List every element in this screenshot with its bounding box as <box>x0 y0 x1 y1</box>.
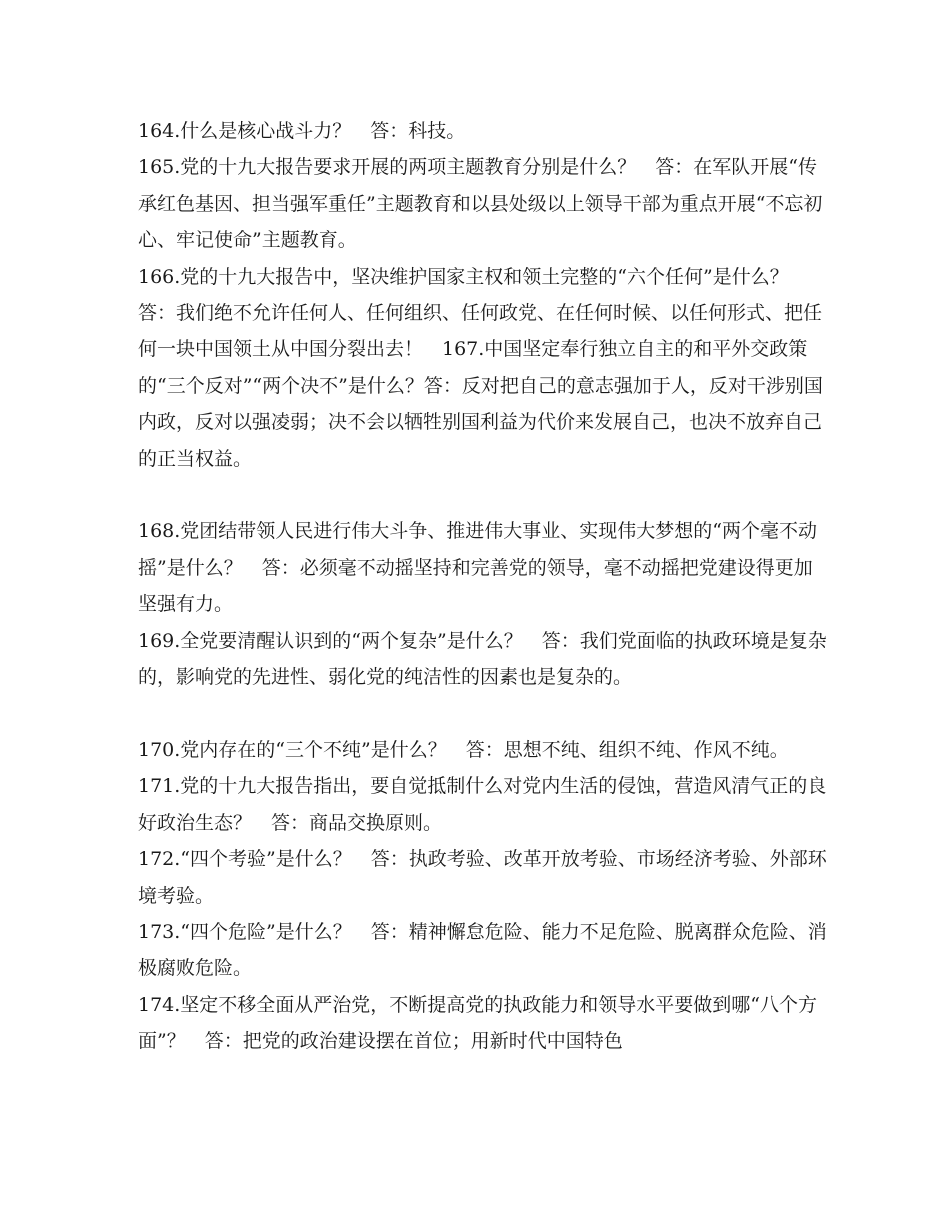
qa-173: 173.“四个危险”是什么？ 答：精神懈怠危险、能力不足危险、脱离群众危险、消极腐败危险。 <box>138 920 827 980</box>
qa-169: 169.全党要清醒认识到的“两个复杂”是什么？ 答：我们党面临的执政环境是复杂的，影响党的先进性、弱化党的纯洁性的因素也是复杂的。 <box>138 629 827 689</box>
document-body <box>138 113 828 1060</box>
qa-168: 168.党团结带领人民进行伟大斗争、推进伟大事业、实现伟大梦想的“两个毫不动摇”是什么？ 答：必须毫不动摇坚持和完善党的领导，毫不动摇把党建设得更加坚强有力。 <box>138 520 818 616</box>
qa-170: 170.党内存在的“三个不纯”是什么？ 答：思想不纯、组织不纯、作风不纯。 <box>138 738 789 761</box>
qa-166-167: 166.党的十九大报告中，坚决维护国家主权和领土完整的“六个任何”是什么？ 答：我们绝不允许任何人、任何组织、任何政党、在任何时候、以任何形式、把任何一块中国领土从中国分裂出去！ 167.中国坚定奉行独立自主的和平外交政策的“三个反对”“两个决不”是什么？答：反对把自己的意志强加于人，反对干涉别国内政，反对以强凌弱；决不会以牺牲别国利益为代价来发展自己，也决不放弃自己的正当权益。 <box>138 265 823 470</box>
paragraph-spacer <box>138 695 828 731</box>
qa-164: 164.什么是核心战斗力？ 答：科技。 <box>138 120 466 142</box>
qa-174: 174.坚定不移全面从严治党，不断提高党的执政能力和领导水平要做到哪“八个方面”？ 答：把党的政治建设摆在首位；用新时代中国特色 <box>138 993 818 1053</box>
paragraph-spacer <box>138 477 828 513</box>
qa-171: 171.党的十九大报告指出，要自觉抵制什么对党内生活的侵蚀，营造风清气正的良好政治生态？ 答：商品交换原则。 <box>138 775 827 834</box>
qa-165: 165.党的十九大报告要求开展的两项主题教育分别是什么？ 答：在军队开展“传承红色基因、担当强军重任”主题教育和以县处级以上领导干部为重点开展“不忘初心、牢记使命”主题教育。 <box>138 156 823 252</box>
qa-172: 172.“四个考验”是什么？ 答：执政考验、改革开放考验、市场经济考验、外部环境考验。 <box>138 848 827 907</box>
